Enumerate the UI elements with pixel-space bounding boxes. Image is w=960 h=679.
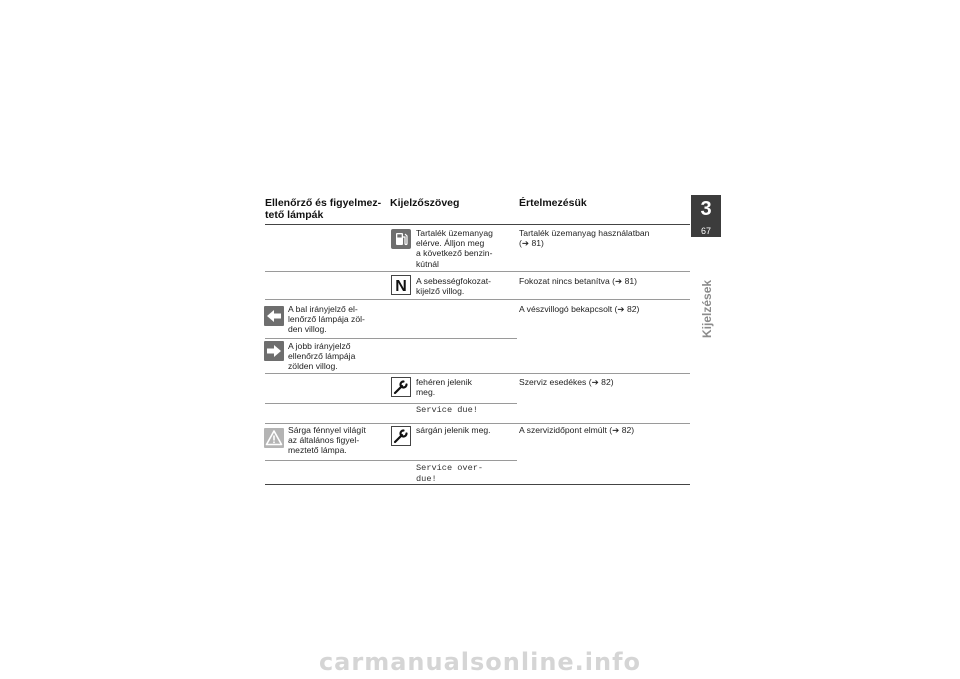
column-header-meaning: Értelmezésük (519, 197, 587, 209)
row-divider (265, 423, 690, 424)
chapter-number: 3 (700, 198, 712, 220)
chapter-title: Kijelzések (700, 279, 714, 338)
table-bottom-rule (265, 484, 690, 485)
row-divider (265, 403, 517, 404)
left-arrow-icon (264, 306, 284, 326)
row3-meaning: A vészvillogó bekapcsolt (➔ 82) (519, 304, 640, 314)
row5-display-text: fehéren jelenik meg. (416, 377, 472, 398)
column-header-display-text: Kijelzőszöveg (390, 197, 460, 209)
row-divider (265, 271, 690, 272)
row2-display-text: A sebességfokozat- kijelző villog. (416, 276, 492, 297)
row3-lamp-text: A bal irányjelző el- lenőrző lámpája zöl- den villog. (288, 304, 365, 335)
row-divider (265, 338, 517, 339)
row6-meaning: A szervizidőpont elmúlt (➔ 82) (519, 425, 635, 435)
wrench-icon (391, 377, 411, 397)
neutral-n-icon (391, 275, 411, 295)
warning-triangle-icon (264, 428, 284, 448)
row-divider (265, 373, 690, 374)
row-divider (265, 460, 517, 461)
column-header-lamps: Ellenőrző és figyelmez- tető lámpák (265, 197, 382, 221)
page-number: 67 (700, 226, 711, 236)
row2-meaning: Fokozat nincs betanítva (➔ 81) (519, 276, 638, 286)
row6-display-text: sárgán jelenik meg. (416, 425, 491, 435)
right-arrow-icon (264, 341, 284, 361)
row-divider (265, 299, 690, 300)
row5-meaning: Szerviz esedékes (➔ 82) (519, 377, 614, 387)
wrench-icon (391, 426, 411, 446)
row6-display-code: Service over- due! (416, 463, 484, 484)
header-divider (265, 224, 690, 225)
fuel-icon (391, 229, 411, 249)
watermark: carmanualsonline.info (318, 648, 642, 676)
row1-display-text: Tartalék üzemanyag elérve. Álljon meg a következő benzin- kútnál (416, 228, 493, 269)
row4-lamp-text: A jobb irányjelző ellenőrző lámpája zölden villog. (288, 341, 356, 372)
row5-display-code: Service due! (416, 405, 478, 415)
row1-meaning: Tartalék üzemanyag használatban (➔ 81) (519, 228, 650, 249)
svg-text:N: N (395, 278, 407, 295)
row6-lamp-text: Sárga fénnyel világít az általános figyel- meztető lámpa. (288, 425, 366, 456)
